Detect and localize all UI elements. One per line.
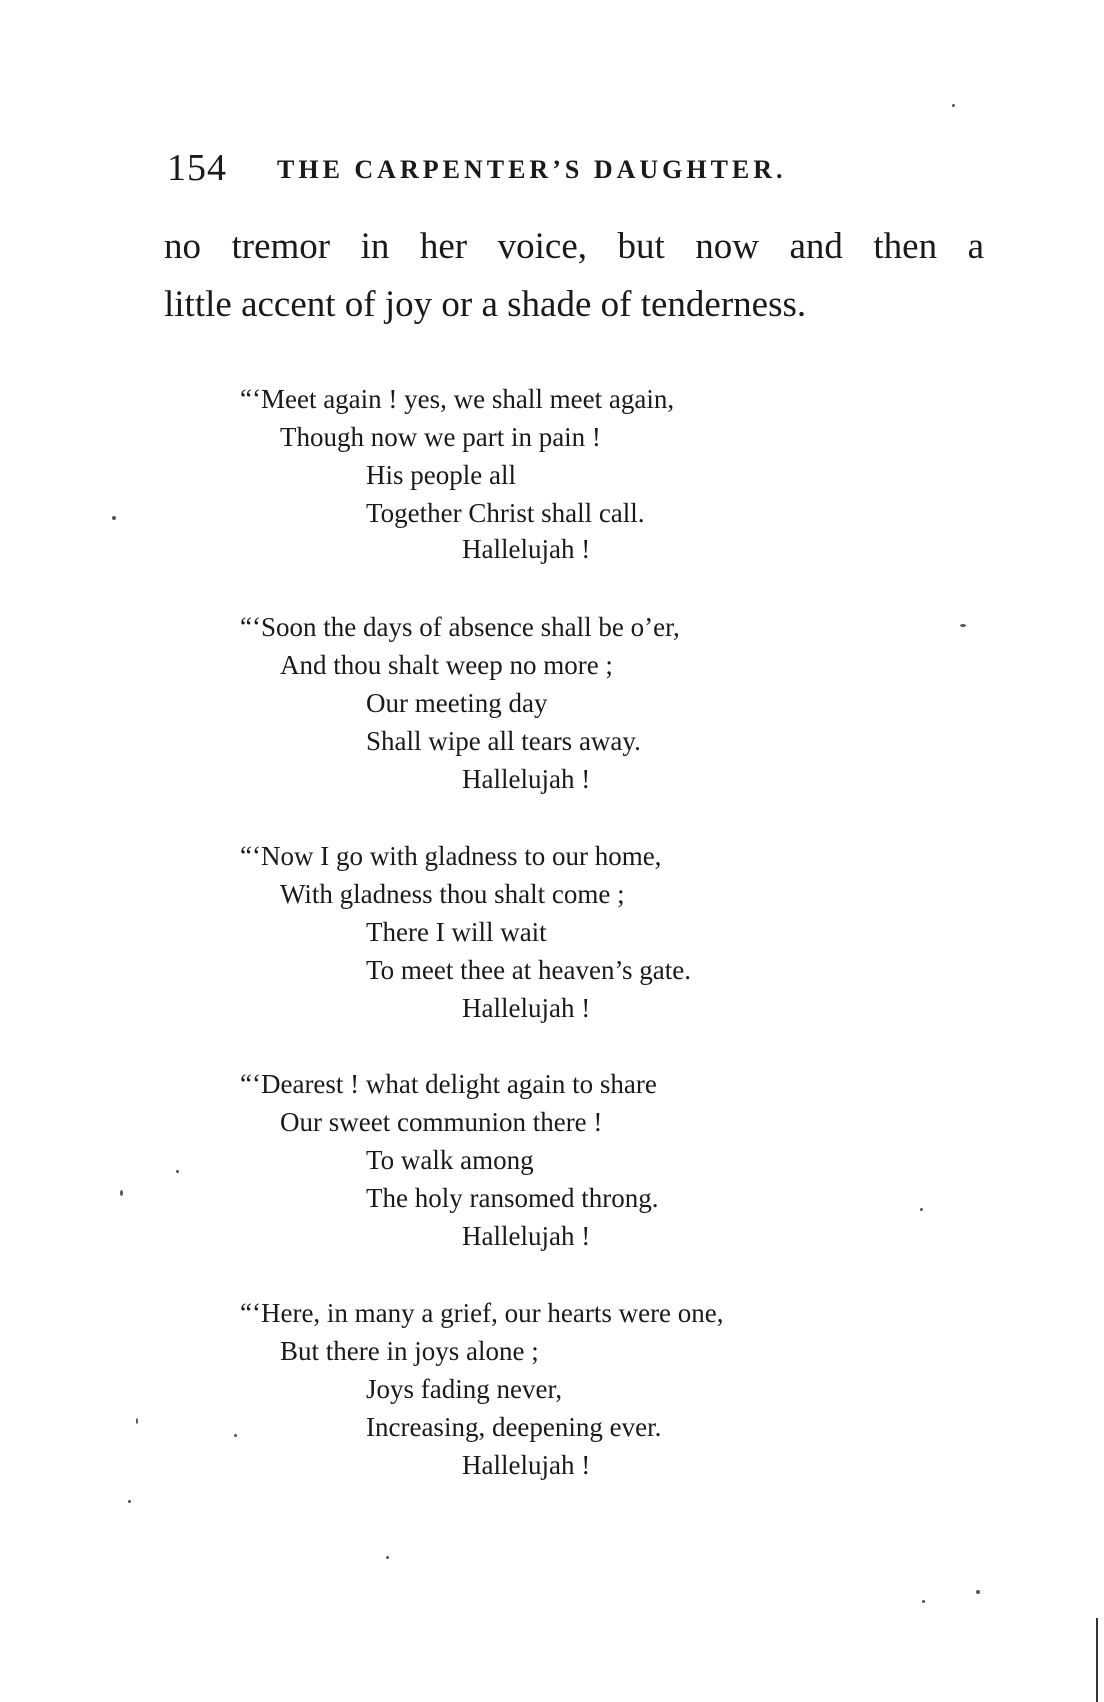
refrain-line: Hallelujah ! <box>462 1450 591 1480</box>
refrain-line: Hallelujah ! <box>462 534 591 564</box>
scan-speck <box>386 1556 389 1559</box>
refrain-line: Hallelujah ! <box>462 993 591 1023</box>
verse-line: “‘Soon the days of absence shall be o’er, <box>240 612 680 642</box>
page-edge-line <box>1096 1618 1098 1702</box>
prose-paragraph <box>164 218 984 334</box>
verse-line: Shall wipe all tears away. <box>366 726 641 756</box>
scan-speck <box>976 1590 980 1594</box>
verse-line: Though now we part in pain ! <box>280 422 601 452</box>
page-number: 154 <box>167 147 227 189</box>
prose-line: no tremor in her voice, but now and then a <box>164 226 984 267</box>
verse-line: Together Christ shall call. <box>366 498 645 528</box>
verse-line: And thou shalt weep no more ; <box>280 650 613 680</box>
verse-line: Increasing, deepening ever. <box>366 1412 662 1442</box>
scan-speck <box>234 1434 237 1437</box>
scan-speck <box>120 1190 123 1196</box>
refrain-line: Hallelujah ! <box>462 1221 591 1251</box>
verse-line: “‘Dearest ! what delight again to share <box>240 1069 657 1099</box>
verse-line: Joys fading never, <box>366 1374 563 1404</box>
running-title: THE CARPENTER’S DAUGHTER. <box>277 155 787 184</box>
verse-line: “‘Now I go with gladness to our home, <box>240 841 662 871</box>
scan-speck <box>960 624 966 627</box>
running-head <box>167 146 927 190</box>
scan-speck <box>176 1170 179 1173</box>
verse-line: Our sweet communion there ! <box>280 1107 603 1137</box>
verse-line: There I will wait <box>366 917 547 947</box>
verse-line: To walk among <box>366 1145 534 1175</box>
verse-line: To meet thee at heaven’s gate. <box>366 955 691 985</box>
scan-speck <box>136 1418 138 1424</box>
scan-speck <box>920 1208 923 1211</box>
scan-speck <box>922 1600 925 1603</box>
scan-speck <box>112 516 116 520</box>
refrain-line: Hallelujah ! <box>462 764 591 794</box>
prose-line: little accent of joy or a shade of tenderness. <box>164 284 807 325</box>
verse-line: His people all <box>366 460 516 490</box>
verse-line: Our meeting day <box>366 688 548 718</box>
verse-line: “‘Meet again ! yes, we shall meet again, <box>240 384 675 414</box>
scan-speck <box>128 1500 131 1503</box>
verse-line: “‘Here, in many a grief, our hearts were one, <box>240 1298 724 1328</box>
scan-speck <box>952 104 955 107</box>
verse-line: But there in joys alone ; <box>280 1336 539 1366</box>
verse-line: With gladness thou shalt come ; <box>280 879 625 909</box>
verse-line: The holy ransomed throng. <box>366 1183 659 1213</box>
